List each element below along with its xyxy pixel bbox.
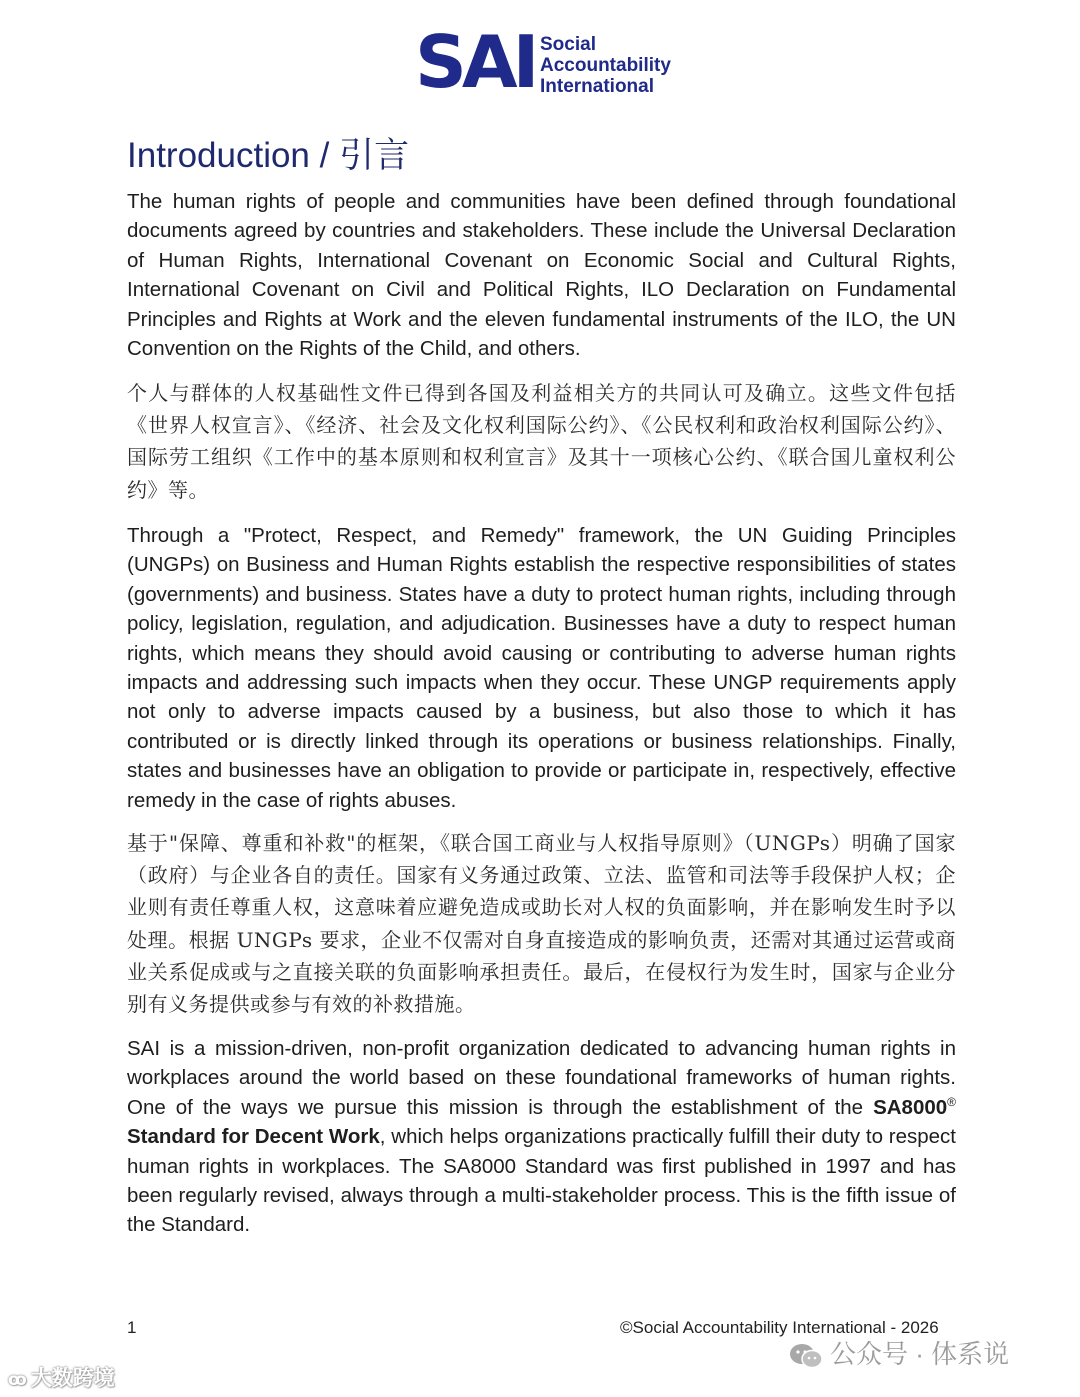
logo-mark: SAI (415, 20, 535, 104)
page-title: Introduction / 引言 (127, 136, 410, 175)
sa8000-name: SA8000 (873, 1095, 948, 1119)
watermark-logo-icon: ꝏ (8, 1370, 27, 1389)
paragraph-sai-mission (127, 1034, 956, 1240)
logo-wordmark (540, 34, 671, 97)
paragraph-ungp-framework-zh: 基于"保障、尊重和补救"的框架，《联合国工商业与人权指导原则》（UNGPs）明确了国家（政府）与企业各自的责任。国家有义务通过政策、立法、监管和司法等手段保护人权；企业则有责任尊重人权，这意味着应避免造成或助长对人权的负面影响，并在影响发生时予以处理。根据 UNGPs 要求，企业不仅需对自身直接造成的影响负责，还需对其通过运营或商业关系促成或与之直接关联的负面影响承担责任。最后，在侵权行为发生时，国家与企业分别有义务提供或参与有效的补救措施。 (127, 831, 956, 1017)
logo-word-accountability: Accountability (540, 55, 671, 76)
page-number: 1 (127, 1318, 137, 1337)
wechat-icon (788, 1342, 824, 1370)
paragraph-foundational-documents-zh: 个人与群体的人权基础性文件已得到各国及利益相关方的共同认可及确立。这些文件包括《世界人权宣言》、《经济、社会及文化权利国际公约》、《公民权利和政治权利国际公约》、国际劳工组织《工作中的基本原则和权利宣言》及其十一项核心公约、《联合国儿童权利公约》等。 (127, 381, 956, 502)
paragraph-foundational-documents: The human rights of people and communities have been defined through foundational documents agreed by countries and stakeholders. These include the Universal Declaration of Human Rights, International Covenant on Economic Social and Cultural Rights, International Covenant on Civil and Political Rights, ILO Declaration on Fundamental Principles and Rights at Work and the eleven fundamental instruments of the ILO, the UN Convention on the Rights of the Child, and others. (127, 190, 956, 361)
logo-word-social: Social (540, 34, 596, 55)
watermark-left (8, 1362, 115, 1392)
registered-mark: ® (947, 1094, 956, 1109)
mission-text-start: SAI is a mission-driven, non-profit organization dedicated to advancing human rights in workplaces around the world based on these foundational frameworks of human rights. One of the ways we pursue this mission is through the establishment of the (127, 1037, 956, 1119)
mission-text-end: , which helps organizations practically fulfill their duty to respect human rights in workplaces. The SA8000 Standard was first published in 1997 and has been regularly revised, always through a multi-stakeholder process. This is the fifth issue of the Standard. (127, 1125, 957, 1237)
watermark-right (788, 1334, 1009, 1371)
standard-for-decent-work: Standard for Decent Work (127, 1125, 380, 1149)
logo-word-international: International (540, 76, 655, 97)
copyright-notice: ©Social Accountability International - 2026 (620, 1318, 939, 1337)
watermark-right-text: 公众号 · 体系说 (830, 1339, 1010, 1369)
paragraph-ungp-framework: Through a "Protect, Respect, and Remedy" framework, the UN Guiding Principles (UNGPs) on Business and Human Rights establish the respective responsibilities of states (governments) and business. States have a duty to protect human rights, including through policy, legislation, regulation, and adjudication. Businesses have a duty to respect human rights, which means they should avoid causing or contributing to adverse human rights impacts and addressing such impacts when they occur. These UNGP requirements apply not only to adverse impacts caused by a business, but also those to which it has contributed or is directly linked through its operations or business relationships. Finally, states and businesses have an obligation to provide or participate in, respectively, effective remedy in the case of rights abuses. (127, 524, 956, 812)
sai-logo (415, 20, 675, 104)
watermark-left-text: 大数跨境 (30, 1367, 115, 1390)
